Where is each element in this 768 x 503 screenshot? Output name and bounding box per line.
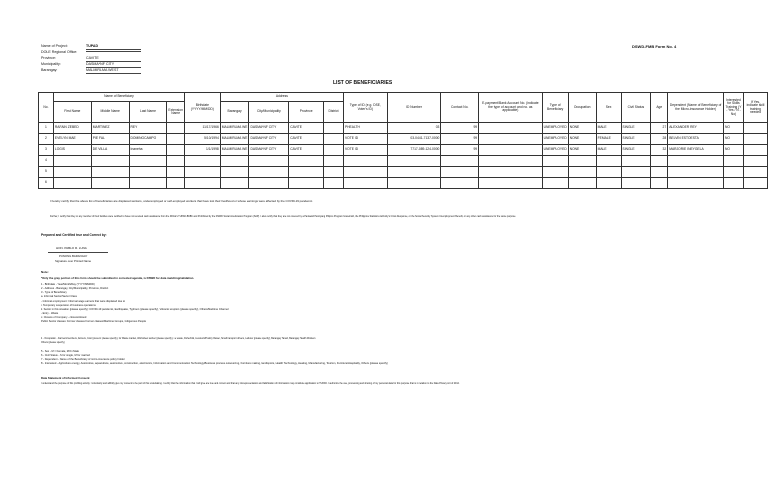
middle-name-cell (91, 178, 129, 189)
birthdate-cell (184, 178, 220, 189)
epayment-cell (479, 178, 543, 189)
more-notes-list (41, 350, 388, 367)
first-name-cell (53, 156, 91, 167)
meta-value: MALMIRLMA WEST (86, 69, 141, 74)
note-line: 2 - Address - Barangay, City/Municipality, Province, District (41, 287, 109, 291)
last-name-cell: REY (129, 123, 167, 134)
meta-value (86, 51, 141, 52)
city-cell (249, 178, 289, 189)
beneficiary-type-cell (542, 167, 568, 178)
row-no-cell: 4 (39, 156, 54, 167)
contact-cell (441, 178, 479, 189)
birthdate-cell (184, 167, 220, 178)
interested-cell (723, 178, 743, 189)
dependent-cell (668, 156, 724, 167)
ext-name-cell (167, 167, 184, 178)
city-cell (249, 167, 289, 178)
certification-text: I hereby certify that the above list of beneficiaries are displaced workers, underemployed or self-employed workers that have lost their livelihood or whose earnings were affected by the COVID-19 pandemic. (50, 199, 313, 203)
interested-cell: NO (723, 134, 743, 145)
occupation-cell (568, 156, 596, 167)
sex-cell: MALE (596, 145, 621, 156)
district-cell (324, 156, 344, 167)
id-number-cell: 03-0441-7137-0000 (387, 134, 441, 145)
table-row (39, 123, 768, 134)
skills-cell (743, 123, 767, 134)
beneficiary-type-cell: UNEMPLOYED (542, 123, 568, 134)
civil-status-cell: SINGLE (621, 123, 651, 134)
occupation-cell: NONE (568, 123, 596, 134)
barangay-cell (220, 156, 249, 167)
epayment-cell (479, 156, 543, 167)
row-no-cell: 3 (39, 145, 54, 156)
id-number-cell: 7717-089-124-0000 (387, 145, 441, 156)
civil-status-cell (621, 156, 651, 167)
sex-cell (596, 178, 621, 189)
sex-cell: FEMALE (596, 134, 621, 145)
signatory-position: PUNONG BARANGAY (59, 254, 88, 258)
header-civil-status: Civil Status (621, 93, 651, 123)
table-row (39, 156, 768, 167)
contact-cell (441, 167, 479, 178)
city-cell (249, 156, 289, 167)
meta-value: CAVITE (86, 57, 141, 62)
header-no: No. (39, 93, 54, 123)
meta-label: Municipality: (41, 62, 61, 66)
row-no-cell: 1 (39, 123, 54, 134)
note-line: Public Sector classes: Former classes Former classes/Maritime Groups, Indigenous People (41, 320, 147, 324)
middle-name-cell (91, 167, 129, 178)
header-sex: Sex (596, 93, 621, 123)
note-line: 7 - Dependent - Name of the Beneficiary of micro-insurance policy holder (41, 358, 125, 362)
dependent-cell: BELVIN ESTOESTA (668, 134, 724, 145)
header-last-name: Last Name (129, 102, 167, 123)
ext-name-cell (167, 145, 184, 156)
first-name-cell (53, 167, 91, 178)
barangay-cell: MALMIRLMA WE (220, 134, 249, 145)
row-no-cell: 5 (39, 167, 54, 178)
header-district: District (324, 102, 344, 123)
civil-status-cell: SINGLE (621, 145, 651, 156)
dependent-cell (668, 178, 724, 189)
epayment-cell (479, 123, 543, 134)
header-id-number: ID Number (387, 93, 441, 123)
skills-cell (743, 156, 767, 167)
header-address-group: Address (220, 93, 343, 102)
header-dependent: Dependent (Name of Beneficiary of the Micro-insurance Holder) (668, 93, 724, 123)
further-certification-text: Further, I certify that they or any member of their families were certified to have not received cash assistance from the DOLE's TUPAD-BKBK and Prohibited by the DSWD Social Amelioration Program (SAP). I also certify that they are not covered by a Pantawid Pamilyang Pilipino Program household, the Philippine Statistics Authority's Crisis Response, or the Social Security System Unemployment Benefit, or any other cash assistance for the same purpose. (50, 216, 516, 218)
district-cell (324, 123, 344, 134)
last-name-cell (129, 167, 167, 178)
header-interested: Interested for Skills Training (Y - Yes / N - No) (723, 93, 743, 123)
district-cell (324, 178, 344, 189)
note-line: 6 - Civil Status - S for single, M for married (41, 354, 90, 358)
occupation-cell: NONE (568, 134, 596, 145)
meta-value: TUPAD (86, 45, 141, 50)
row-no-cell: 2 (39, 134, 54, 145)
skills-cell (743, 167, 767, 178)
district-cell (324, 145, 344, 156)
notes-list (41, 283, 229, 324)
birthdate-cell: 1/1/1998 (184, 145, 220, 156)
note-line: c. Closure of Company - closure/closed (41, 316, 87, 320)
occupation-cell (568, 178, 596, 189)
id-number-cell (387, 167, 441, 178)
header-beneficiary-type: Type of Beneficiary (542, 93, 568, 123)
district-cell (324, 167, 344, 178)
signatory-caption: Signature over Printed Name (55, 259, 92, 263)
meta-label: DOLE Regional Office: (41, 50, 78, 54)
id-type-cell (343, 178, 387, 189)
id-number-cell (387, 178, 441, 189)
row-no-cell: 6 (39, 178, 54, 189)
last-name-cell: DOMINGCAMPO (129, 134, 167, 145)
age-cell (651, 178, 668, 189)
skills-cell (743, 134, 767, 145)
beneficiaries-table (38, 92, 768, 189)
header-skills: If Yes, indicate skill training needed (743, 93, 767, 123)
table-row (39, 145, 768, 156)
sex-cell (596, 167, 621, 178)
header-city: City/Municipality (249, 102, 289, 123)
dependent-cell: MARJORIE INEYGELA (668, 145, 724, 156)
occupation-note: 4 - Occupation - Farmers/members, farmers, Cost (prevent: please specify), Gr Waste market, Worksheet worker (please specify), i.e waste, Fisherfolk, Livestock/Poultry Raiser, Small transport drivers, Laborer (please specify), Barangay Tanod, Barangay Health Workers (41, 338, 316, 340)
last-name-cell (129, 178, 167, 189)
table-row (39, 178, 768, 189)
note-line: - Entry - Waste (41, 311, 59, 315)
id-type-cell (343, 167, 387, 178)
occupation-other: Others (please specify) (41, 342, 65, 344)
province-cell (289, 178, 324, 189)
header-age: Age (651, 93, 668, 123)
district-cell (324, 134, 344, 145)
dependent-cell (668, 167, 724, 178)
age-cell: 28 (651, 134, 668, 145)
birthdate-cell (184, 156, 220, 167)
barangay-cell (220, 178, 249, 189)
note-line: i. Temporary suspension of business operations (41, 303, 96, 307)
middle-name-cell (91, 156, 129, 167)
skills-cell (743, 178, 767, 189)
birthdate-cell: 11/17/1966 (184, 123, 220, 134)
ext-name-cell (167, 156, 184, 167)
ext-name-cell (167, 123, 184, 134)
beneficiary-type-cell (542, 156, 568, 167)
age-cell: 27 (651, 123, 668, 134)
id-type-cell: VOTE ID (343, 134, 387, 145)
last-name-cell (129, 156, 167, 167)
civil-status-cell: SINGLE (621, 134, 651, 145)
id-number-cell (387, 156, 441, 167)
document-title: LIST OF BENEFICIARIES (333, 80, 393, 86)
id-type-cell (343, 156, 387, 167)
middle-name-cell: PIE FAL (91, 134, 129, 145)
contact-cell: 99 (441, 145, 479, 156)
note-line: 1 - Birthdate - Year/Month/Day (YYYY/MM/DD) (41, 283, 95, 286)
header-ext-name: Extension Name (167, 102, 184, 123)
age-cell (651, 167, 668, 178)
civil-status-cell (621, 167, 651, 178)
occupation-cell (568, 167, 596, 178)
ext-name-cell (167, 178, 184, 189)
province-cell (289, 167, 324, 178)
epayment-cell (479, 145, 543, 156)
note-line: 5 - Sex - M = Female, M=In Male (41, 350, 79, 353)
meta-label: Barangay: (41, 68, 58, 72)
note-line: 3 - Type of Beneficiary (41, 291, 67, 295)
first-name-cell: EVELYN MAE (53, 134, 91, 145)
signatory-name: HON. PABLO R. LUNA (56, 246, 87, 250)
statement-text: I understand the purpose of this profiling activity. I voluntarily and willfully give my consent to be part of this undertaking. I certify that the information that I will give are true and correct and that any misrepresentation and falsification of information may constitute application to TUPAD. I authorize the use, processing and sharing of my personal data for this purpose that is in relation to the Data Privacy Act of 2012. (41, 383, 460, 385)
province-cell (289, 156, 324, 167)
province-cell: CAVITE (289, 134, 324, 145)
signature-line (48, 252, 108, 253)
skills-cell (743, 145, 767, 156)
table-row (39, 134, 768, 145)
first-name-cell: RAFAIN ZEBED (53, 123, 91, 134)
note-line: ii. Sector in this situation (please specify): COVID-19 pandemic, Earthquake, Typhoon (please specify), Volcanic eruption (please specify), Others/Maritime Channel (41, 307, 229, 311)
header-barangay: Barangay (220, 102, 249, 123)
header-contact: Contact No. (441, 93, 479, 123)
header-middle-name: Middle Name (91, 102, 129, 123)
prepared-label: Prepared and Certified true and Correct by: (41, 233, 107, 237)
notes-intro: *Only the gray portion of this form should be submitted in corrected agenda, is DSWD for data matching/validation. (41, 276, 195, 280)
beneficiary-type-cell: UNEMPLOYED (542, 145, 568, 156)
last-name-cell: Inaneha (129, 145, 167, 156)
id-type-cell: PHEALTH (343, 123, 387, 134)
province-cell: CAVITE (289, 145, 324, 156)
middle-name-cell: MARTINEZ (91, 123, 129, 134)
province-cell: CAVITE (289, 123, 324, 134)
id-type-cell: VOTE ID (343, 145, 387, 156)
header-epayment: E-payment/Bank Account No. (indicate the type of account and no. as applicable) (479, 93, 543, 123)
note-line: a. Informal Sector/Sector Class (41, 295, 77, 299)
first-name-cell: LOGIS (53, 145, 91, 156)
header-province: Province (289, 102, 324, 123)
beneficiary-type-cell (542, 178, 568, 189)
header-occupation: Occupation (568, 93, 596, 123)
sex-cell: MALE (596, 123, 621, 134)
contact-cell (441, 156, 479, 167)
middle-name-cell: DE VILLA (91, 145, 129, 156)
interested-cell (723, 156, 743, 167)
note-line: 8 - Interested - Agriculture energy, Automotive, aquaculture, automotive, construction, electronics, Information and Communication Technology/Business process outsourcing, Furniture making, land/sports, Health Technology, Heating, Manufacturing, Tourism, Furniture/Hospitality, Others (please specify) (41, 362, 388, 366)
epayment-cell (479, 167, 543, 178)
meta-label: Province: (41, 56, 56, 60)
interested-cell: NO (723, 145, 743, 156)
interested-cell: NO (723, 123, 743, 134)
age-cell: 32 (651, 145, 668, 156)
dependent-cell: ALEXANDER REY (668, 123, 724, 134)
beneficiary-type-cell: UNEMPLOYED (542, 134, 568, 145)
epayment-cell (479, 134, 543, 145)
header-first-name: First Name (53, 102, 91, 123)
first-name-cell (53, 178, 91, 189)
form-number: DSWD-FMB Form No. 4 (632, 44, 677, 49)
meta-label: Name of Project: (41, 44, 68, 48)
note-line: - Informal employment: Informal wage earners that were displaced due to (41, 299, 126, 303)
contact-cell: 99 (441, 134, 479, 145)
interested-cell (723, 167, 743, 178)
barangay-cell (220, 167, 249, 178)
contact-cell: 99 (441, 123, 479, 134)
city-cell: DASMA*NF CITY (249, 145, 289, 156)
occupation-cell: NONE (568, 145, 596, 156)
header-name-group: Name of Beneficiary (53, 93, 184, 102)
statement-label: Data Statement of Informed Consent (41, 376, 90, 380)
birthdate-cell: 5/10/1994 (184, 134, 220, 145)
age-cell (651, 156, 668, 167)
barangay-cell: MALMIRLMA WE (220, 145, 249, 156)
table-row (39, 167, 768, 178)
ext-name-cell (167, 134, 184, 145)
header-id-type: Type of ID (e.g. DSE, Voter's ID) (343, 93, 387, 123)
city-cell: DASMA*NF CITY (249, 134, 289, 145)
id-number-cell: 03 (387, 123, 441, 134)
meta-value: DASMA*NF CITY (86, 63, 141, 68)
notes-label: Note: (41, 270, 49, 274)
sex-cell (596, 156, 621, 167)
barangay-cell: MALMIRLMA WE (220, 123, 249, 134)
header-birthdate: Birthdate (YYYY/MM/DD) (184, 93, 220, 123)
civil-status-cell (621, 178, 651, 189)
city-cell: DASMA*NF CITY (249, 123, 289, 134)
